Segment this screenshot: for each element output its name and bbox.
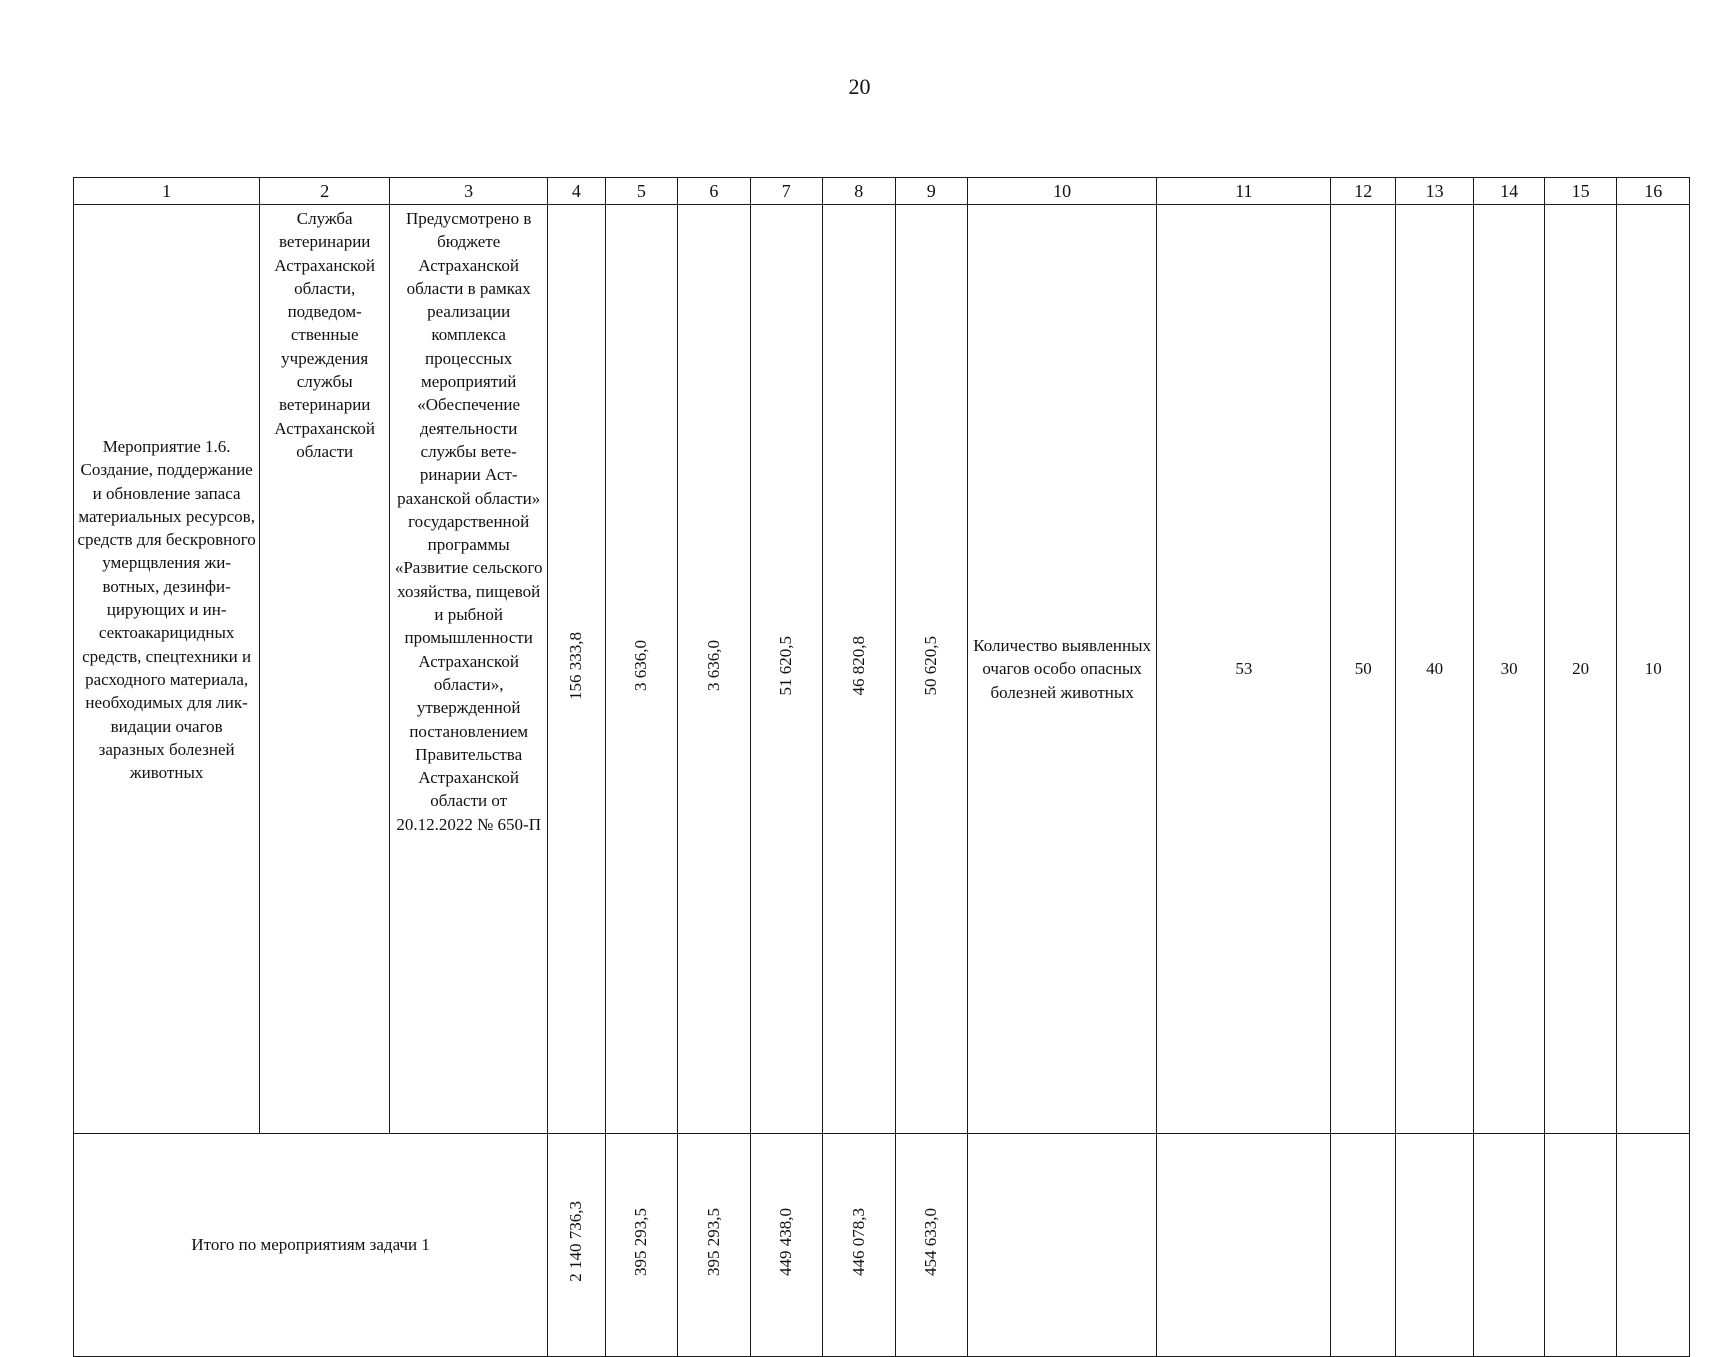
total-amount-value: 446 078,3: [848, 1207, 868, 1276]
total-amount-cell: [823, 1134, 895, 1357]
column-number: 16: [1617, 178, 1690, 205]
indicator-name-cell: Количество выявленных очагов особо опасных болезней животных: [968, 205, 1157, 1134]
amount-cell: [750, 205, 822, 1134]
amount-cell: [548, 205, 605, 1134]
total-amount-value: 454 633,0: [921, 1207, 941, 1276]
total-amount-cell: [678, 1134, 750, 1357]
indicator-value-cell: 10: [1617, 205, 1690, 1134]
indicator-value-cell: 30: [1474, 205, 1544, 1134]
total-amount-cell: [895, 1134, 967, 1357]
funding-source-cell: Предусмотрено в бюджете Астраханской области в рамках реализации комплекса процессных мероприятий «Обеспечение деятельности службы ветеринарии Астраханской области» государственной программы «Развитие сельского хозяйства, пищевой и рыбной промышленности Астраханской области», утвержденной постановлением Правительства Астраханской области от 20.12.2022 № 650-П: [390, 205, 548, 1134]
total-amount-cell: [548, 1134, 605, 1357]
column-number: 13: [1395, 178, 1474, 205]
empty-cell: [1331, 1134, 1395, 1357]
total-amount-cell: [605, 1134, 677, 1357]
indicator-value-cell: 40: [1395, 205, 1474, 1134]
total-amount-value: 395 293,5: [703, 1207, 723, 1276]
empty-cell: [1617, 1134, 1690, 1357]
amount-value: 50 620,5: [921, 636, 941, 696]
amount-cell: [895, 205, 967, 1134]
amount-value: 3 636,0: [631, 640, 651, 692]
column-number-row: [74, 178, 1690, 205]
amount-value: 51 620,5: [776, 636, 796, 696]
indicator-value-cell: 53: [1157, 205, 1331, 1134]
total-amount-value: 395 293,5: [631, 1207, 651, 1276]
amount-cell: [678, 205, 750, 1134]
column-number: 14: [1474, 178, 1544, 205]
column-number: 6: [678, 178, 750, 205]
column-number: 15: [1544, 178, 1616, 205]
indicator-value-cell: 20: [1544, 205, 1616, 1134]
empty-cell: [968, 1134, 1157, 1357]
executor-cell: Служба ветеринарии Астраханской области, подведомственные учреждения службы ветеринарии Астраханской области: [260, 205, 390, 1134]
measure-title-cell: Мероприятие 1.6. Создание, поддержание и обновление запаса материальных ресурсов, средств для бескровного умерщвления животных, дезинфицирующих и инсектоакарицидных средств, спецтехники и расходного материала, необходимых для ликвидации очагов заразных болезней животных: [74, 205, 260, 1134]
empty-cell: [1395, 1134, 1474, 1357]
column-number: 3: [390, 178, 548, 205]
column-number: 9: [895, 178, 967, 205]
column-number: 5: [605, 178, 677, 205]
column-number: 10: [968, 178, 1157, 205]
amount-value: 3 636,0: [703, 640, 723, 692]
measure-row: [74, 205, 1690, 1134]
empty-cell: [1474, 1134, 1544, 1357]
column-number: 4: [548, 178, 605, 205]
column-number: 11: [1157, 178, 1331, 205]
column-number: 8: [823, 178, 895, 205]
total-amount-cell: [750, 1134, 822, 1357]
total-amount-value: 449 438,0: [776, 1207, 796, 1276]
column-number: 12: [1331, 178, 1395, 205]
amount-value: 46 820,8: [848, 636, 868, 696]
total-amount-value: 2 140 736,3: [566, 1201, 586, 1283]
amount-value: 156 333,8: [566, 631, 586, 700]
column-number: 7: [750, 178, 822, 205]
program-table: [73, 177, 1690, 1357]
page-number: 20: [848, 74, 871, 99]
empty-cell: [1544, 1134, 1616, 1357]
amount-cell: [823, 205, 895, 1134]
total-row: [74, 1134, 1690, 1357]
total-label: Итого по мероприятиям задачи 1: [74, 1134, 548, 1357]
indicator-value-cell: 50: [1331, 205, 1395, 1134]
empty-cell: [1157, 1134, 1331, 1357]
amount-cell: [605, 205, 677, 1134]
column-number: 1: [74, 178, 260, 205]
column-number: 2: [260, 178, 390, 205]
